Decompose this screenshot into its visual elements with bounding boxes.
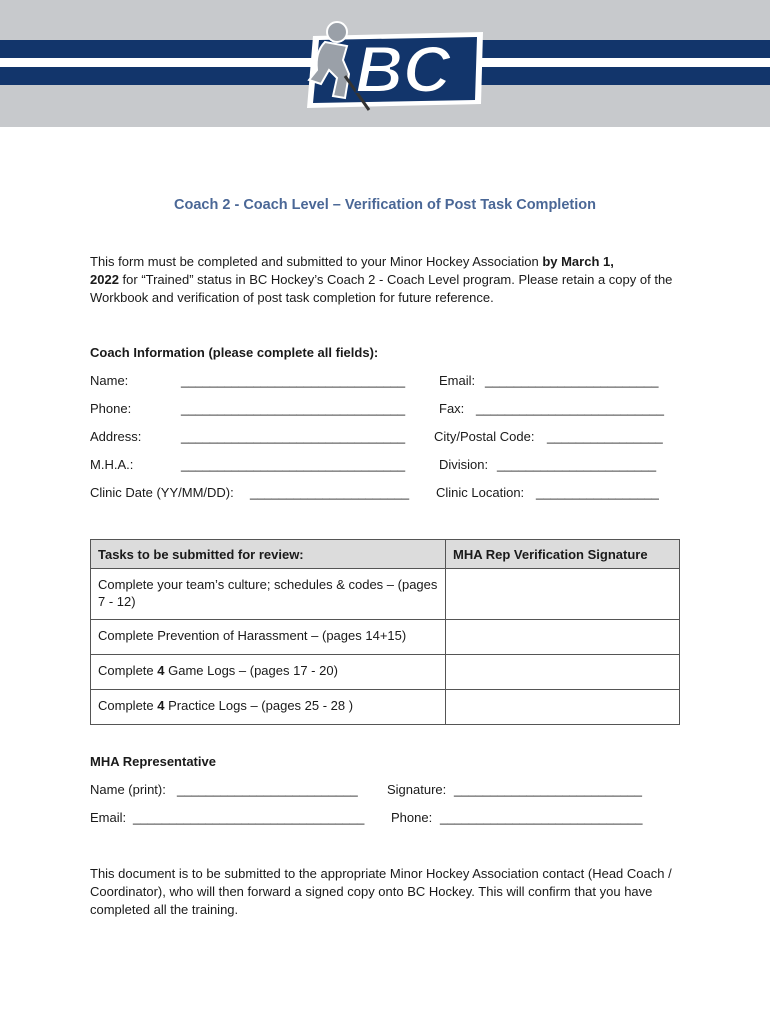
table-row <box>91 569 680 620</box>
task-text: Complete <box>98 698 158 713</box>
task-text: Practice Logs – (pages 25 - 28 ) <box>164 698 354 713</box>
task-count: 4 <box>157 698 165 713</box>
task-text: Complete <box>98 663 158 678</box>
rep-email-field[interactable]: ________________________________ <box>133 810 365 825</box>
mha-field[interactable]: _______________________________ <box>181 457 406 472</box>
table-row <box>91 620 680 655</box>
city-postal-label: City/Postal Code: <box>434 429 535 444</box>
rep-phone-label: Phone: <box>391 810 433 825</box>
tasks-table <box>90 539 680 725</box>
signature-cell[interactable] <box>446 655 680 690</box>
division-field[interactable]: ______________________ <box>497 457 657 472</box>
coach-info-heading: Coach Information (please complete all fields): <box>90 345 379 360</box>
closing-paragraph: This document is to be submitted to the appropriate Minor Hockey Association contact (Head Coach / Coordinator), who will then forward a signed copy onto BC Hockey. This will confirm that you have completed all the training. <box>90 866 672 917</box>
signature-column-header: MHA Rep Verification Signature <box>446 540 680 569</box>
clinic-location-field[interactable]: _________________ <box>536 485 659 500</box>
task-text: Complete your team’s culture; schedules & codes – (pages 7 - 12) <box>98 577 438 609</box>
intro-paragraph <box>90 253 690 307</box>
signature-cell[interactable] <box>446 690 680 725</box>
email-label: Email: <box>439 373 476 388</box>
clinic-date-label: Clinic Date (YY/MM/DD): <box>90 485 234 500</box>
signature-cell[interactable] <box>446 620 680 655</box>
tasks-column-header: Tasks to be submitted for review: <box>91 540 446 569</box>
task-cell <box>91 569 446 620</box>
fax-label: Fax: <box>439 401 465 416</box>
email-field[interactable]: ________________________ <box>485 373 659 388</box>
mha-rep-heading: MHA Representative <box>90 754 216 769</box>
signature-cell[interactable] <box>446 569 680 620</box>
intro-deadline-1: by March 1, <box>542 254 614 269</box>
rep-phone-field[interactable]: ____________________________ <box>440 810 643 825</box>
task-count: 4 <box>157 663 165 678</box>
clinic-location-label: Clinic Location: <box>436 485 525 500</box>
bc-hockey-logo <box>285 18 490 120</box>
city-postal-field[interactable]: ________________ <box>547 429 663 444</box>
name-label: Name: <box>90 373 129 388</box>
phone-label: Phone: <box>90 401 132 416</box>
rep-email-label: Email: <box>90 810 127 825</box>
mha-label: M.H.A.: <box>90 457 134 472</box>
intro-text-2: for “Trained” status in BC Hockey’s Coach 2 - Coach Level program. Please retain a copy of the Workbook and verification of post task completion for future reference. <box>90 272 673 305</box>
form-title: Coach 2 - Coach Level – Verification of Post Task Completion <box>174 197 596 213</box>
table-row <box>91 690 680 725</box>
logo-text: BC <box>355 32 451 106</box>
header-banner <box>0 0 770 127</box>
name-field[interactable]: _______________________________ <box>181 373 406 388</box>
table-row <box>91 655 680 690</box>
rep-name-field[interactable]: _________________________ <box>177 782 358 797</box>
rep-signature-field[interactable]: __________________________ <box>454 782 642 797</box>
rep-signature-label: Signature: <box>387 782 447 797</box>
intro-deadline-2: 2022 <box>90 272 119 287</box>
clinic-date-field[interactable]: ______________________ <box>250 485 410 500</box>
division-label: Division: <box>439 457 489 472</box>
task-text: Complete Prevention of Harassment – (pages 14+15) <box>98 628 407 643</box>
task-cell <box>91 690 446 725</box>
fax-field[interactable]: __________________________ <box>476 401 664 416</box>
phone-field[interactable]: _______________________________ <box>181 401 406 416</box>
tasks-table-header-row <box>91 540 680 569</box>
task-cell <box>91 620 446 655</box>
address-field[interactable]: _______________________________ <box>181 429 406 444</box>
rep-name-label: Name (print): <box>90 782 166 797</box>
task-cell <box>91 655 446 690</box>
task-text: Game Logs – (pages 17 - 20) <box>164 663 338 678</box>
address-label: Address: <box>90 429 142 444</box>
intro-text-1: This form must be completed and submitted to your Minor Hockey Association <box>90 254 543 269</box>
